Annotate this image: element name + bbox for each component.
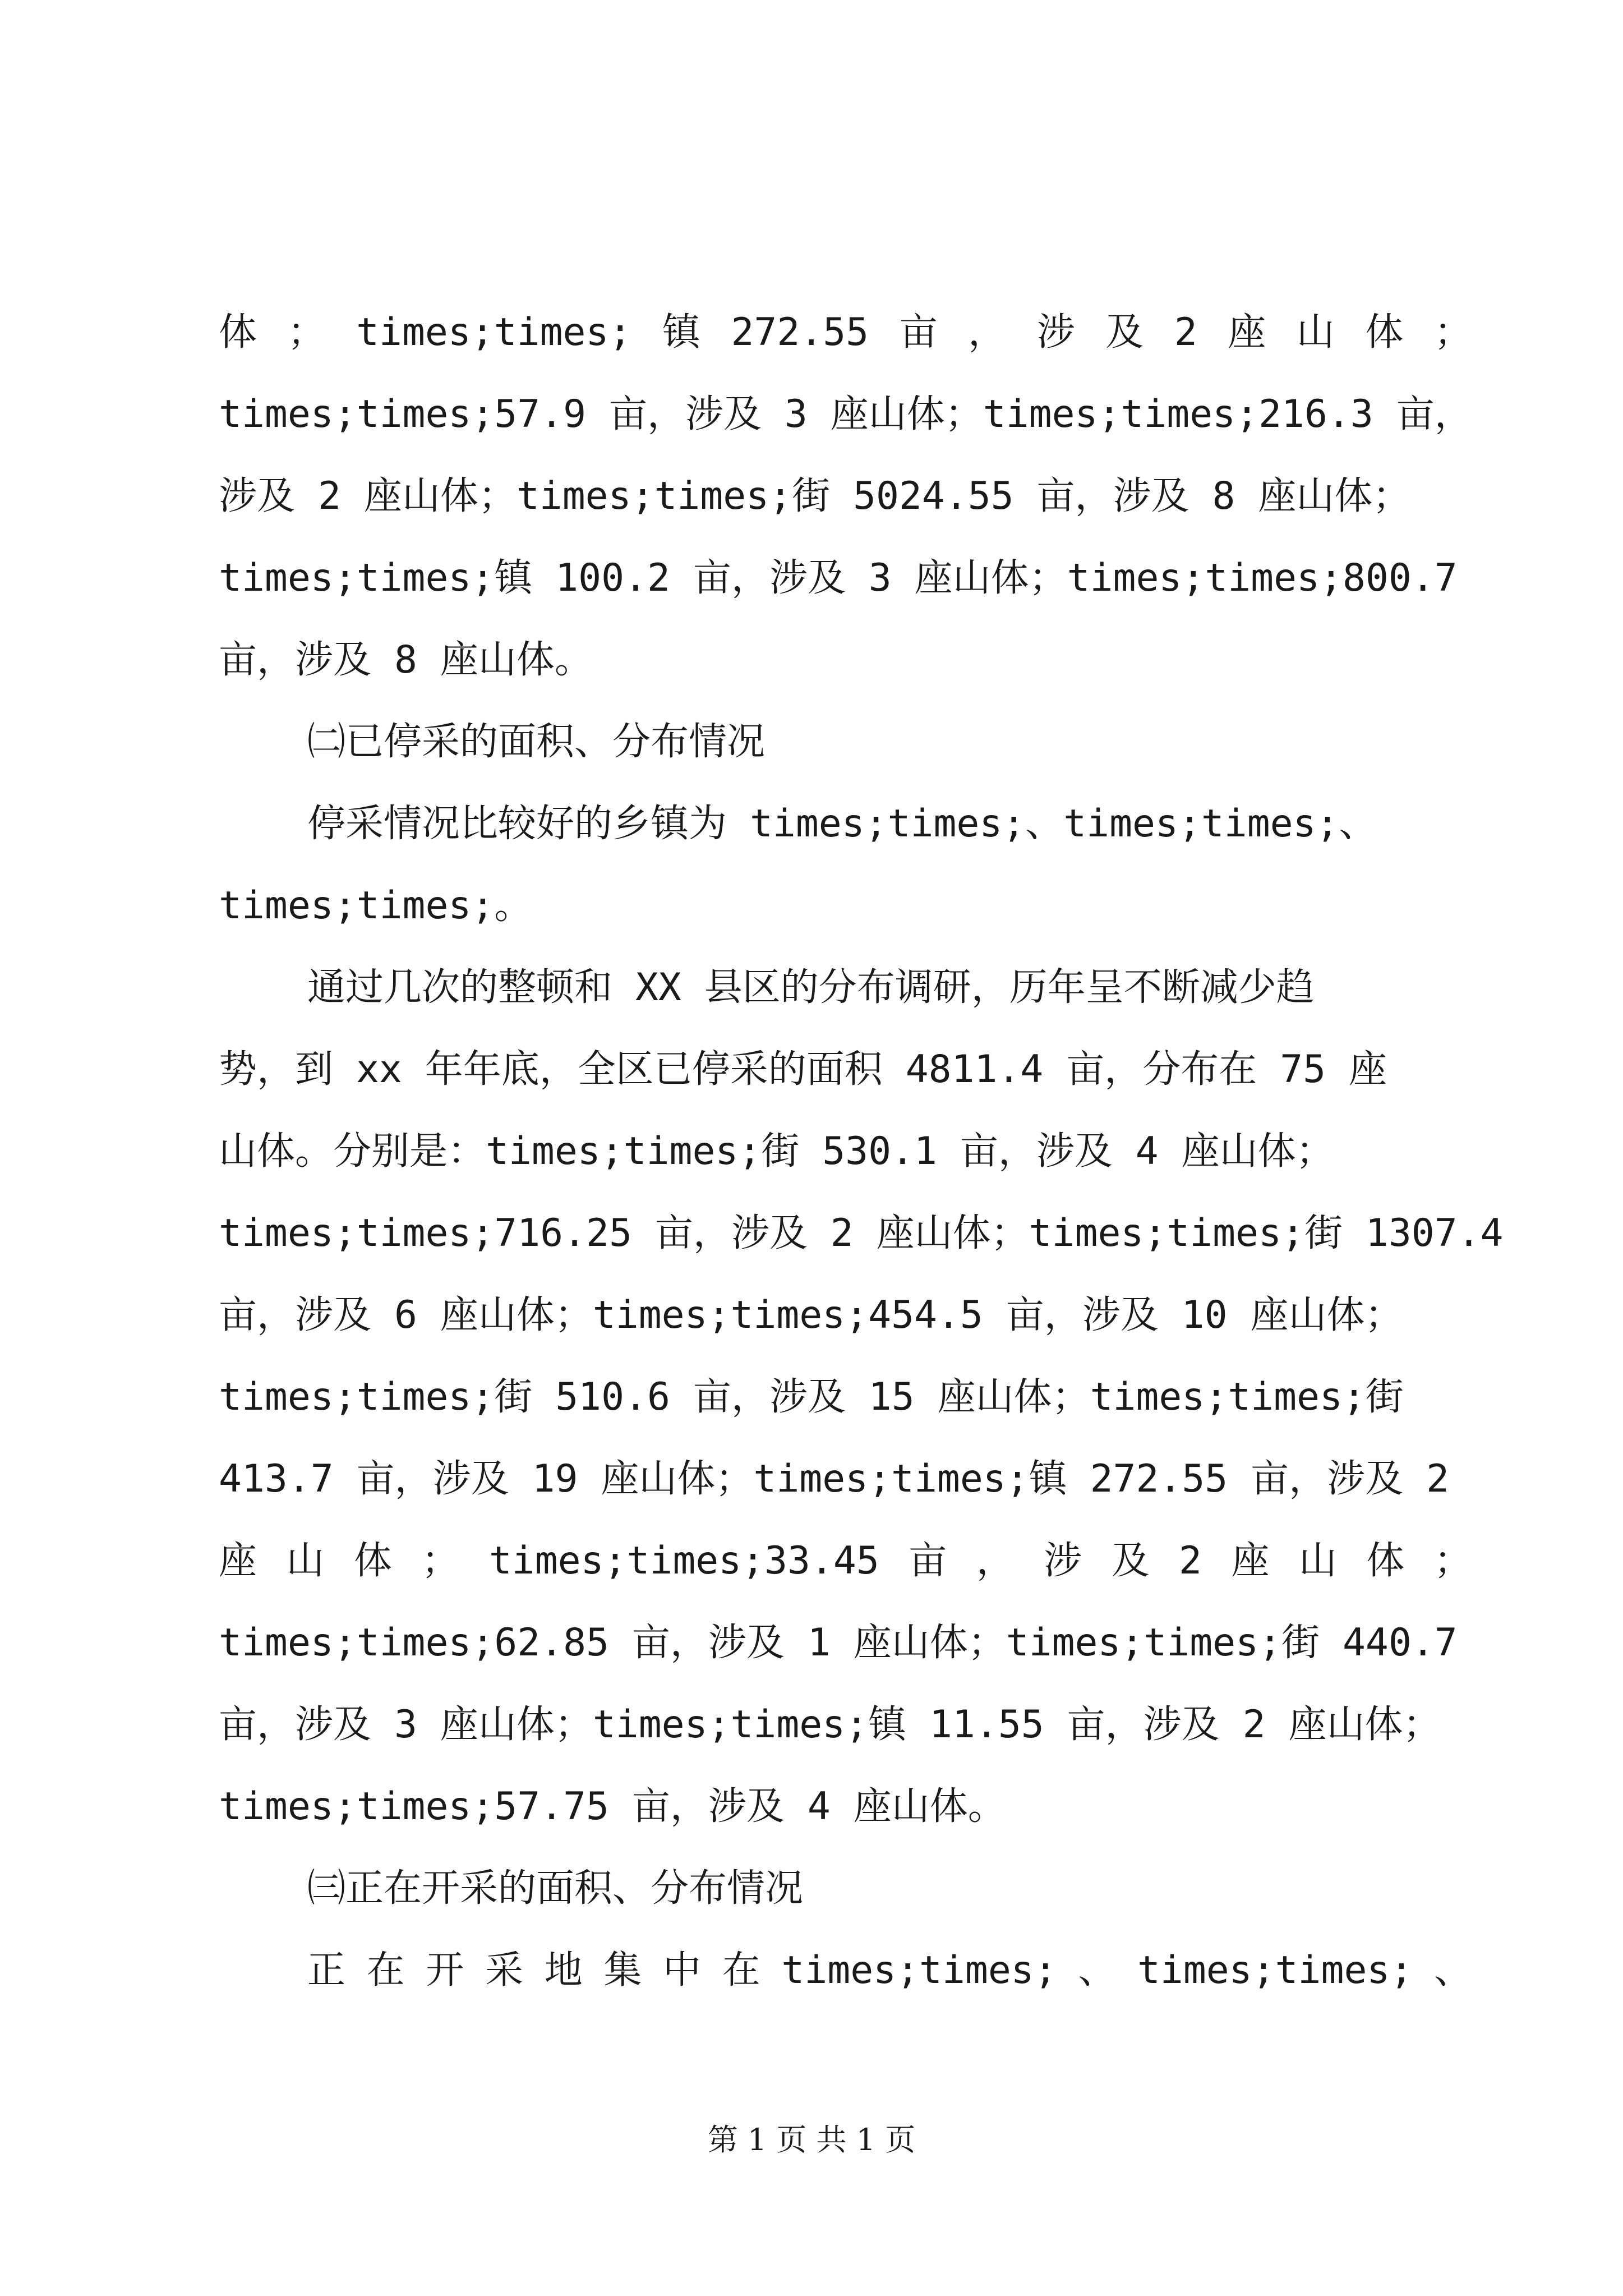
text-token: ，: [976, 1539, 1015, 1583]
document-body: [219, 292, 1504, 2012]
text-token: 地: [544, 1948, 583, 1993]
text-token: 座: [1228, 310, 1266, 355]
text-token: 镇: [662, 310, 700, 355]
text-token: 亩: [899, 310, 938, 355]
text-token: 2: [1174, 310, 1197, 355]
text-token: 山: [1298, 1539, 1337, 1583]
text-line: times;times;。: [219, 884, 533, 928]
section-heading: ㈢正在开采的面积、分布情况: [307, 1866, 804, 1911]
text-token: times;times;33.45: [488, 1539, 879, 1583]
text-token: 开: [426, 1948, 464, 1993]
text-line: 亩，涉及 3 座山体；times;times;镇 11.55 亩，涉及 2 座山体；: [219, 1703, 1441, 1747]
text-token: ；: [1433, 310, 1472, 355]
text-token: 在: [366, 1948, 405, 1993]
text-line: 停采情况比较好的乡镇为 times;times;、times;times;、: [307, 802, 1377, 846]
text-token: ；: [421, 1539, 460, 1583]
text-line: times;times;57.9 亩，涉及 3 座山体；times;times;216.3 亩，: [219, 392, 1473, 436]
text-token: 涉: [1036, 310, 1075, 355]
text-line: [219, 1930, 1472, 2012]
text-line: times;times;62.85 亩，涉及 1 座山体；times;times;街 440.7: [219, 1621, 1458, 1665]
text-token: 、: [1078, 1948, 1117, 1993]
page-footer: 第 1 页 共 1 页: [707, 2122, 916, 2157]
text-token: 体: [353, 1539, 392, 1583]
text-token: 272.55: [731, 310, 869, 355]
text-line: times;times;街 510.6 亩，涉及 15 座山体；times;times;街: [219, 1375, 1404, 1419]
text-token: 正: [307, 1948, 346, 1993]
section-heading: ㈡已停采的面积、分布情况: [307, 720, 766, 764]
text-token: 体: [1366, 1539, 1405, 1583]
text-line: 涉及 2 座山体；times;times;街 5024.55 亩，涉及 8 座山体；: [219, 474, 1411, 518]
text-line: 通过几次的整顿和 XX 县区的分布调研，历年呈不断减少趋: [307, 965, 1315, 1010]
text-line: [219, 1520, 1472, 1602]
text-token: times;times;: [1137, 1948, 1413, 1993]
text-line: 势，到 xx 年年底，全区已停采的面积 4811.4 亩，分布在 75 座: [219, 1047, 1387, 1092]
text-token: ；: [287, 310, 326, 355]
text-token: times;times;: [781, 1948, 1057, 1993]
text-token: 、: [1433, 1948, 1472, 1993]
text-token: 在: [722, 1948, 760, 1993]
text-token: times;times;: [356, 310, 632, 355]
text-token: 2: [1179, 1539, 1202, 1583]
text-token: 座: [1231, 1539, 1270, 1583]
text-token: 涉: [1044, 1539, 1082, 1583]
text-token: 体: [1365, 310, 1404, 355]
text-line: 413.7 亩，涉及 19 座山体；times;times;镇 272.55 亩，涉及 2: [219, 1457, 1450, 1501]
text-line: times;times;镇 100.2 亩，涉及 3 座山体；times;times;800.7: [219, 556, 1458, 600]
text-line: times;times;57.75 亩，涉及 4 座山体。: [219, 1784, 1006, 1829]
text-token: 集: [603, 1948, 642, 1993]
text-token: 采: [485, 1948, 524, 1993]
text-token: 及: [1105, 310, 1144, 355]
text-token: ；: [1433, 1539, 1472, 1583]
text-line: times;times;716.25 亩，涉及 2 座山体；times;times;街 1307.4: [219, 1211, 1504, 1255]
text-token: 及: [1111, 1539, 1150, 1583]
text-token: ，: [968, 310, 1007, 355]
text-token: 山: [1296, 310, 1335, 355]
text-line: 亩，涉及 6 座山体；times;times;454.5 亩，涉及 10 座山体；: [219, 1293, 1403, 1337]
text-line: [219, 292, 1472, 374]
text-token: 体: [219, 310, 257, 355]
text-token: 中: [663, 1948, 702, 1993]
text-token: 山: [286, 1539, 325, 1583]
text-token: 亩: [909, 1539, 947, 1583]
text-line: 山体。分别是：times;times;街 530.1 亩，涉及 4 座山体；: [219, 1129, 1334, 1174]
text-line: 亩，涉及 8 座山体。: [219, 638, 593, 682]
text-token: 座: [219, 1539, 257, 1583]
